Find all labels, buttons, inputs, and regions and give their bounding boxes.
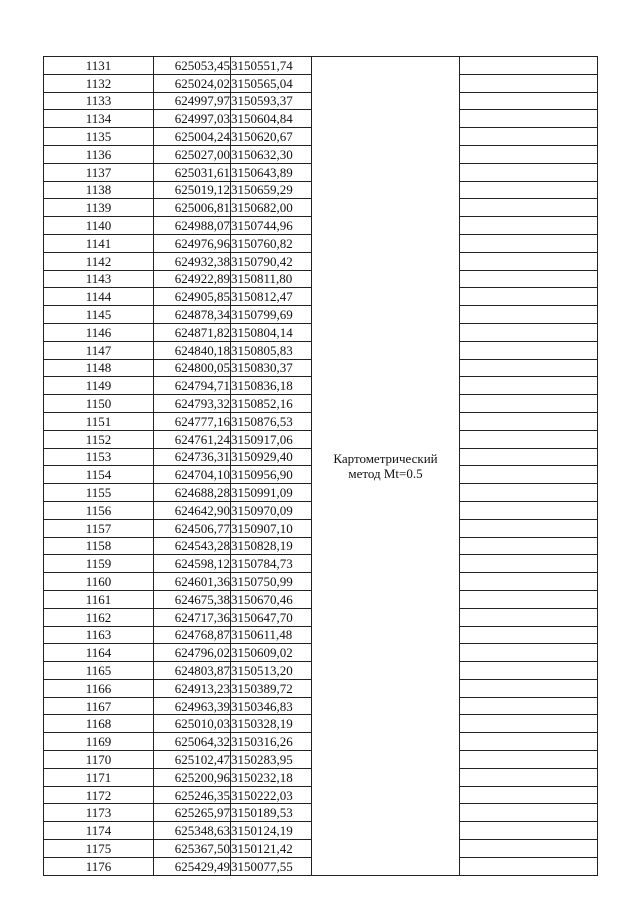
empty-cell bbox=[460, 857, 598, 875]
y-coordinate-cell: 3150760,82 bbox=[231, 234, 312, 252]
y-coordinate-cell: 3150670,46 bbox=[231, 590, 312, 608]
y-coordinate-cell: 3150744,96 bbox=[231, 217, 312, 235]
point-number-cell: 1162 bbox=[44, 608, 154, 626]
empty-cell bbox=[460, 270, 598, 288]
x-coordinate-cell: 625246,35 bbox=[154, 786, 231, 804]
point-number-cell: 1158 bbox=[44, 537, 154, 555]
point-number-cell: 1170 bbox=[44, 751, 154, 769]
x-coordinate-cell: 624997,03 bbox=[154, 110, 231, 128]
y-coordinate-cell: 3150804,14 bbox=[231, 323, 312, 341]
y-coordinate-cell: 3150799,69 bbox=[231, 306, 312, 324]
x-coordinate-cell: 625053,45 bbox=[154, 57, 231, 75]
empty-cell bbox=[460, 145, 598, 163]
point-number-cell: 1145 bbox=[44, 306, 154, 324]
point-number-cell: 1133 bbox=[44, 92, 154, 110]
empty-cell bbox=[460, 484, 598, 502]
y-coordinate-cell: 3150991,09 bbox=[231, 484, 312, 502]
y-coordinate-cell: 3150812,47 bbox=[231, 288, 312, 306]
empty-cell bbox=[460, 110, 598, 128]
x-coordinate-cell: 625024,02 bbox=[154, 74, 231, 92]
y-coordinate-cell: 3150876,53 bbox=[231, 412, 312, 430]
empty-cell bbox=[460, 359, 598, 377]
y-coordinate-cell: 3150828,19 bbox=[231, 537, 312, 555]
x-coordinate-cell: 624704,10 bbox=[154, 466, 231, 484]
y-coordinate-cell: 3150593,37 bbox=[231, 92, 312, 110]
empty-cell bbox=[460, 395, 598, 413]
point-number-cell: 1143 bbox=[44, 270, 154, 288]
x-coordinate-cell: 625200,96 bbox=[154, 768, 231, 786]
x-coordinate-cell: 624688,28 bbox=[154, 484, 231, 502]
y-coordinate-cell: 3150790,42 bbox=[231, 252, 312, 270]
x-coordinate-cell: 624777,16 bbox=[154, 412, 231, 430]
method-label-line2: метод Mt=0.5 bbox=[348, 465, 423, 481]
point-number-cell: 1155 bbox=[44, 484, 154, 502]
x-coordinate-cell: 624840,18 bbox=[154, 341, 231, 359]
empty-cell bbox=[460, 199, 598, 217]
empty-cell bbox=[460, 697, 598, 715]
x-coordinate-cell: 625006,81 bbox=[154, 199, 231, 217]
empty-cell bbox=[460, 128, 598, 146]
empty-cell bbox=[460, 840, 598, 858]
y-coordinate-cell: 3150811,80 bbox=[231, 270, 312, 288]
y-coordinate-cell: 3150750,99 bbox=[231, 573, 312, 591]
x-coordinate-cell: 624988,07 bbox=[154, 217, 231, 235]
empty-cell bbox=[460, 466, 598, 484]
point-number-cell: 1154 bbox=[44, 466, 154, 484]
point-number-cell: 1176 bbox=[44, 857, 154, 875]
x-coordinate-cell: 624913,23 bbox=[154, 679, 231, 697]
x-coordinate-cell: 624871,82 bbox=[154, 323, 231, 341]
point-number-cell: 1161 bbox=[44, 590, 154, 608]
point-number-cell: 1141 bbox=[44, 234, 154, 252]
x-coordinate-cell: 624794,71 bbox=[154, 377, 231, 395]
point-number-cell: 1169 bbox=[44, 733, 154, 751]
point-number-cell: 1173 bbox=[44, 804, 154, 822]
point-number-cell: 1146 bbox=[44, 323, 154, 341]
x-coordinate-cell: 624543,28 bbox=[154, 537, 231, 555]
y-coordinate-cell: 3150907,10 bbox=[231, 519, 312, 537]
table-row bbox=[44, 57, 598, 75]
empty-cell bbox=[460, 715, 598, 733]
y-coordinate-cell: 3150830,37 bbox=[231, 359, 312, 377]
point-number-cell: 1168 bbox=[44, 715, 154, 733]
empty-cell bbox=[460, 733, 598, 751]
empty-cell bbox=[460, 323, 598, 341]
point-number-cell: 1163 bbox=[44, 626, 154, 644]
empty-cell bbox=[460, 430, 598, 448]
empty-cell bbox=[460, 608, 598, 626]
x-coordinate-cell: 624803,87 bbox=[154, 662, 231, 680]
point-number-cell: 1136 bbox=[44, 145, 154, 163]
empty-cell bbox=[460, 412, 598, 430]
point-number-cell: 1152 bbox=[44, 430, 154, 448]
point-number-cell: 1150 bbox=[44, 395, 154, 413]
method-cell bbox=[312, 57, 460, 876]
x-coordinate-cell: 625367,50 bbox=[154, 840, 231, 858]
point-number-cell: 1148 bbox=[44, 359, 154, 377]
y-coordinate-cell: 3150659,29 bbox=[231, 181, 312, 199]
empty-cell bbox=[460, 57, 598, 75]
point-number-cell: 1131 bbox=[44, 57, 154, 75]
x-coordinate-cell: 625019,12 bbox=[154, 181, 231, 199]
x-coordinate-cell: 624997,97 bbox=[154, 92, 231, 110]
y-coordinate-cell: 3150513,20 bbox=[231, 662, 312, 680]
x-coordinate-cell: 624761,24 bbox=[154, 430, 231, 448]
point-number-cell: 1159 bbox=[44, 555, 154, 573]
x-coordinate-cell: 625348,63 bbox=[154, 822, 231, 840]
empty-cell bbox=[460, 644, 598, 662]
y-coordinate-cell: 3150643,89 bbox=[231, 163, 312, 181]
y-coordinate-cell: 3150551,74 bbox=[231, 57, 312, 75]
empty-cell bbox=[460, 448, 598, 466]
empty-cell bbox=[460, 555, 598, 573]
empty-cell bbox=[460, 217, 598, 235]
y-coordinate-cell: 3150929,40 bbox=[231, 448, 312, 466]
y-coordinate-cell: 3150121,42 bbox=[231, 840, 312, 858]
y-coordinate-cell: 3150389,72 bbox=[231, 679, 312, 697]
x-coordinate-cell: 624768,87 bbox=[154, 626, 231, 644]
empty-cell bbox=[460, 306, 598, 324]
point-number-cell: 1175 bbox=[44, 840, 154, 858]
x-coordinate-cell: 624796,02 bbox=[154, 644, 231, 662]
y-coordinate-cell: 3150222,03 bbox=[231, 786, 312, 804]
y-coordinate-cell: 3150970,09 bbox=[231, 501, 312, 519]
point-number-cell: 1167 bbox=[44, 697, 154, 715]
y-coordinate-cell: 3150283,95 bbox=[231, 751, 312, 769]
empty-cell bbox=[460, 679, 598, 697]
point-number-cell: 1165 bbox=[44, 662, 154, 680]
empty-cell bbox=[460, 74, 598, 92]
x-coordinate-cell: 624878,34 bbox=[154, 306, 231, 324]
x-coordinate-cell: 625064,32 bbox=[154, 733, 231, 751]
x-coordinate-cell: 624506,77 bbox=[154, 519, 231, 537]
point-number-cell: 1142 bbox=[44, 252, 154, 270]
point-number-cell: 1171 bbox=[44, 768, 154, 786]
x-coordinate-cell: 624963,39 bbox=[154, 697, 231, 715]
empty-cell bbox=[460, 377, 598, 395]
empty-cell bbox=[460, 626, 598, 644]
empty-cell bbox=[460, 252, 598, 270]
y-coordinate-cell: 3150189,53 bbox=[231, 804, 312, 822]
x-coordinate-cell: 624642,90 bbox=[154, 501, 231, 519]
point-number-cell: 1138 bbox=[44, 181, 154, 199]
point-number-cell: 1144 bbox=[44, 288, 154, 306]
y-coordinate-cell: 3150805,83 bbox=[231, 341, 312, 359]
y-coordinate-cell: 3150632,30 bbox=[231, 145, 312, 163]
point-number-cell: 1172 bbox=[44, 786, 154, 804]
y-coordinate-cell: 3150609,02 bbox=[231, 644, 312, 662]
point-number-cell: 1174 bbox=[44, 822, 154, 840]
x-coordinate-cell: 624922,89 bbox=[154, 270, 231, 288]
empty-cell bbox=[460, 288, 598, 306]
y-coordinate-cell: 3150232,18 bbox=[231, 768, 312, 786]
point-number-cell: 1132 bbox=[44, 74, 154, 92]
point-number-cell: 1156 bbox=[44, 501, 154, 519]
empty-cell bbox=[460, 768, 598, 786]
x-coordinate-cell: 625027,00 bbox=[154, 145, 231, 163]
y-coordinate-cell: 3150682,00 bbox=[231, 199, 312, 217]
empty-cell bbox=[460, 786, 598, 804]
y-coordinate-cell: 3150346,83 bbox=[231, 697, 312, 715]
empty-cell bbox=[460, 341, 598, 359]
point-number-cell: 1151 bbox=[44, 412, 154, 430]
y-coordinate-cell: 3150611,48 bbox=[231, 626, 312, 644]
point-number-cell: 1149 bbox=[44, 377, 154, 395]
x-coordinate-cell: 625031,61 bbox=[154, 163, 231, 181]
x-coordinate-cell: 624932,38 bbox=[154, 252, 231, 270]
point-number-cell: 1166 bbox=[44, 679, 154, 697]
empty-cell bbox=[460, 662, 598, 680]
y-coordinate-cell: 3150328,19 bbox=[231, 715, 312, 733]
point-number-cell: 1137 bbox=[44, 163, 154, 181]
coordinates-table-body bbox=[44, 57, 598, 876]
point-number-cell: 1160 bbox=[44, 573, 154, 591]
y-coordinate-cell: 3150604,84 bbox=[231, 110, 312, 128]
x-coordinate-cell: 625429,49 bbox=[154, 857, 231, 875]
empty-cell bbox=[460, 822, 598, 840]
point-number-cell: 1139 bbox=[44, 199, 154, 217]
empty-cell bbox=[460, 163, 598, 181]
point-number-cell: 1147 bbox=[44, 341, 154, 359]
x-coordinate-cell: 625102,47 bbox=[154, 751, 231, 769]
empty-cell bbox=[460, 590, 598, 608]
y-coordinate-cell: 3150784,73 bbox=[231, 555, 312, 573]
point-number-cell: 1164 bbox=[44, 644, 154, 662]
x-coordinate-cell: 624717,36 bbox=[154, 608, 231, 626]
y-coordinate-cell: 3150316,26 bbox=[231, 733, 312, 751]
x-coordinate-cell: 624736,31 bbox=[154, 448, 231, 466]
empty-cell bbox=[460, 751, 598, 769]
y-coordinate-cell: 3150647,70 bbox=[231, 608, 312, 626]
y-coordinate-cell: 3150077,55 bbox=[231, 857, 312, 875]
x-coordinate-cell: 625010,03 bbox=[154, 715, 231, 733]
point-number-cell: 1140 bbox=[44, 217, 154, 235]
x-coordinate-cell: 625004,24 bbox=[154, 128, 231, 146]
empty-cell bbox=[460, 573, 598, 591]
x-coordinate-cell: 624598,12 bbox=[154, 555, 231, 573]
empty-cell bbox=[460, 92, 598, 110]
method-label-line1: Картометрический bbox=[333, 450, 438, 466]
empty-cell bbox=[460, 234, 598, 252]
x-coordinate-cell: 625265,97 bbox=[154, 804, 231, 822]
y-coordinate-cell: 3150124,19 bbox=[231, 822, 312, 840]
point-number-cell: 1134 bbox=[44, 110, 154, 128]
coordinates-table bbox=[43, 56, 598, 876]
y-coordinate-cell: 3150956,90 bbox=[231, 466, 312, 484]
empty-cell bbox=[460, 501, 598, 519]
x-coordinate-cell: 624976,96 bbox=[154, 234, 231, 252]
empty-cell bbox=[460, 181, 598, 199]
x-coordinate-cell: 624675,38 bbox=[154, 590, 231, 608]
x-coordinate-cell: 624800,05 bbox=[154, 359, 231, 377]
x-coordinate-cell: 624601,36 bbox=[154, 573, 231, 591]
point-number-cell: 1135 bbox=[44, 128, 154, 146]
x-coordinate-cell: 624905,85 bbox=[154, 288, 231, 306]
point-number-cell: 1153 bbox=[44, 448, 154, 466]
x-coordinate-cell: 624793,32 bbox=[154, 395, 231, 413]
y-coordinate-cell: 3150836,18 bbox=[231, 377, 312, 395]
y-coordinate-cell: 3150917,06 bbox=[231, 430, 312, 448]
empty-cell bbox=[460, 537, 598, 555]
y-coordinate-cell: 3150852,16 bbox=[231, 395, 312, 413]
empty-cell bbox=[460, 804, 598, 822]
y-coordinate-cell: 3150565,04 bbox=[231, 74, 312, 92]
y-coordinate-cell: 3150620,67 bbox=[231, 128, 312, 146]
point-number-cell: 1157 bbox=[44, 519, 154, 537]
empty-cell bbox=[460, 519, 598, 537]
